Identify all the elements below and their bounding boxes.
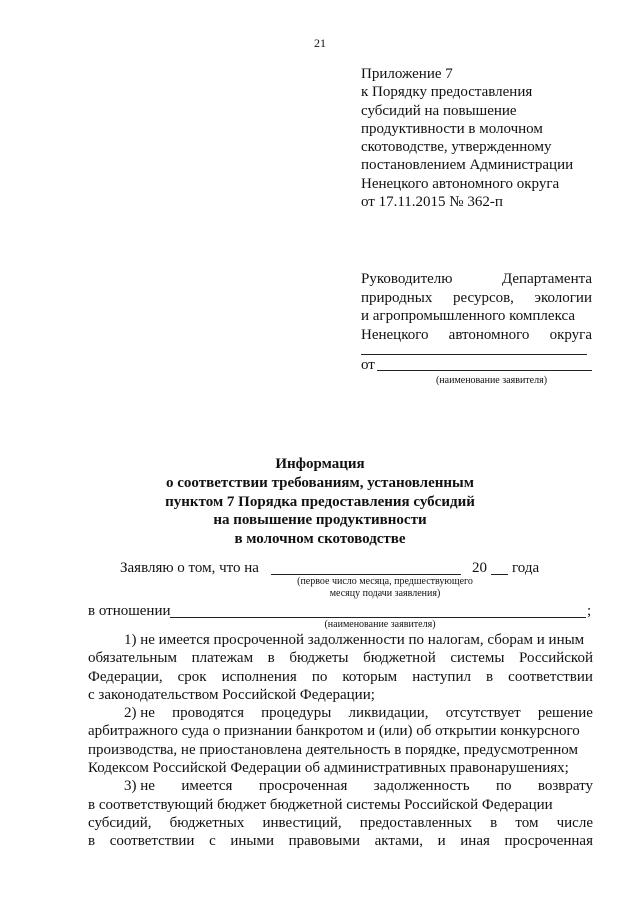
word: бюджетных bbox=[169, 814, 245, 831]
word: предоставленных bbox=[359, 814, 473, 831]
word: наступил bbox=[412, 668, 471, 685]
word: просроченная bbox=[258, 778, 348, 795]
conditions-list bbox=[88, 631, 593, 851]
word: соответствии bbox=[508, 668, 593, 685]
paragraph-text: арбитражного суда о признании банкротом и (или) об открытии конкурсного bbox=[88, 723, 580, 740]
appendix-line: постановлением Администрации bbox=[361, 157, 574, 174]
word: актами, bbox=[374, 833, 424, 850]
appendix-header bbox=[361, 65, 621, 211]
paragraph-text: в соответствующий бюджет бюджетной системы Российской Федерации bbox=[88, 796, 553, 813]
paragraph-line bbox=[88, 814, 593, 832]
word: в bbox=[486, 668, 494, 685]
word: решение bbox=[537, 705, 593, 722]
word: и bbox=[437, 833, 446, 850]
word: том bbox=[515, 814, 539, 831]
title-line: о соответствии требованиям, установленным bbox=[166, 474, 474, 491]
from-label: от bbox=[361, 357, 375, 373]
word: Российской bbox=[519, 650, 593, 667]
paragraph-line bbox=[88, 722, 593, 740]
regarding-blank-line bbox=[170, 617, 586, 618]
word: проводятся bbox=[172, 705, 244, 722]
word: в bbox=[267, 650, 275, 667]
paragraph-text: производства, не приостановлена деятельность в порядке, предусмотренном bbox=[88, 741, 578, 758]
title-line: в молочном скотоводстве bbox=[234, 531, 406, 548]
word: которым bbox=[342, 668, 398, 685]
addressee-word: Ненецкого bbox=[361, 326, 429, 343]
appendix-line: субсидий на повышение bbox=[361, 102, 517, 119]
appendix-line: от 17.11.2015 № 362-п bbox=[361, 194, 503, 211]
paragraph-line bbox=[88, 631, 593, 649]
addressee-block bbox=[361, 270, 592, 344]
word: бюджетной bbox=[363, 650, 436, 667]
word: соответствии bbox=[109, 833, 195, 850]
word: субсидий, bbox=[88, 814, 152, 831]
addressee-word: экологии bbox=[534, 289, 592, 306]
paragraph-line bbox=[88, 704, 593, 722]
word: правовыми bbox=[288, 833, 360, 850]
word: платежам bbox=[191, 650, 254, 667]
paragraph-line bbox=[88, 832, 593, 850]
word: имеется bbox=[181, 778, 233, 795]
addressee-line bbox=[361, 307, 592, 326]
paragraph-line: Кодексом Российской Федерации об административных правонарушениях; bbox=[88, 760, 569, 777]
addressee-line bbox=[361, 289, 592, 308]
addressee-word: Руководителю bbox=[361, 271, 453, 287]
paragraph-line bbox=[88, 649, 593, 667]
appendix-line: к Порядку предоставления bbox=[361, 84, 533, 101]
regarding-hint: (наименование заявителя) bbox=[324, 619, 436, 630]
word: в bbox=[490, 814, 498, 831]
paragraph-line bbox=[88, 668, 593, 686]
word: обязательным bbox=[88, 650, 177, 667]
addressee-word: и агропромышленного комплекса bbox=[361, 308, 575, 324]
appendix-line: скотоводстве, утвержденному bbox=[361, 139, 552, 156]
addressee-line bbox=[361, 270, 592, 289]
year-blank-line bbox=[491, 574, 508, 575]
word: задолженность bbox=[373, 778, 470, 795]
document-title bbox=[0, 455, 640, 549]
word: инвестиций, bbox=[262, 814, 342, 831]
applicant-name-hint: (наименование заявителя) bbox=[435, 375, 548, 386]
word: по bbox=[311, 668, 328, 685]
page-number: 21 bbox=[314, 36, 326, 50]
appendix-line: продуктивности в молочном bbox=[361, 120, 543, 137]
title-line: пунктом 7 Порядка предоставления субсидий bbox=[165, 493, 475, 510]
applicant-from-row bbox=[361, 357, 592, 386]
regarding-end: ; bbox=[587, 603, 592, 619]
word: с bbox=[209, 833, 216, 850]
word: Федерации, bbox=[88, 668, 163, 685]
word: просроченная bbox=[504, 833, 593, 850]
addressee-word: ресурсов, bbox=[452, 289, 514, 306]
addressee-word: Департамента bbox=[501, 271, 592, 287]
word: в bbox=[88, 833, 96, 850]
word: числе bbox=[556, 814, 593, 831]
word: иная bbox=[460, 833, 490, 850]
paragraph-line bbox=[88, 741, 593, 759]
appendix-line: Ненецкого автономного округа bbox=[361, 175, 560, 192]
word: исполнения bbox=[221, 668, 297, 685]
word: ликвидации, bbox=[348, 705, 429, 722]
declaration-prefix: Заявляю о том, что на bbox=[120, 560, 259, 576]
title-line: Информация bbox=[275, 456, 365, 472]
word: отсутствует bbox=[445, 705, 521, 722]
date-hint-line: (первое число месяца, предшествующего bbox=[297, 576, 473, 587]
year-suffix: года bbox=[512, 560, 540, 576]
word: срок bbox=[177, 668, 207, 685]
paragraph-line: с законодательством Российской Федерации; bbox=[88, 686, 375, 703]
addressee-word: автономного bbox=[448, 326, 530, 343]
word: по bbox=[495, 778, 512, 795]
date-hint-line: месяцу подачи заявления) bbox=[329, 588, 441, 599]
title-line: на повышение продуктивности bbox=[213, 512, 427, 529]
addressee-word: природных bbox=[361, 289, 433, 306]
addressee-line bbox=[361, 326, 592, 345]
applicant-name-blank bbox=[377, 370, 592, 371]
date-hint bbox=[260, 576, 510, 600]
paragraph-line bbox=[88, 796, 593, 814]
word: системы bbox=[450, 650, 505, 667]
word: процедуры bbox=[261, 705, 332, 722]
appendix-line: Приложение 7 bbox=[361, 66, 453, 82]
word: 3) не bbox=[124, 778, 155, 795]
word: 2) не bbox=[124, 705, 155, 722]
date-blank-line bbox=[271, 574, 461, 575]
word: возврату bbox=[537, 778, 593, 795]
word: иными bbox=[230, 833, 275, 850]
year-prefix: 20 bbox=[472, 560, 487, 576]
word: бюджеты bbox=[289, 650, 349, 667]
paragraph-text: 1) не имеется просроченной задолженности по налогам, сборам и иным bbox=[124, 632, 585, 648]
paragraph-line bbox=[88, 777, 593, 795]
regarding-label: в отношении bbox=[88, 603, 171, 619]
addressee-word: округа bbox=[549, 326, 592, 343]
addressee-blank-line bbox=[361, 353, 587, 355]
